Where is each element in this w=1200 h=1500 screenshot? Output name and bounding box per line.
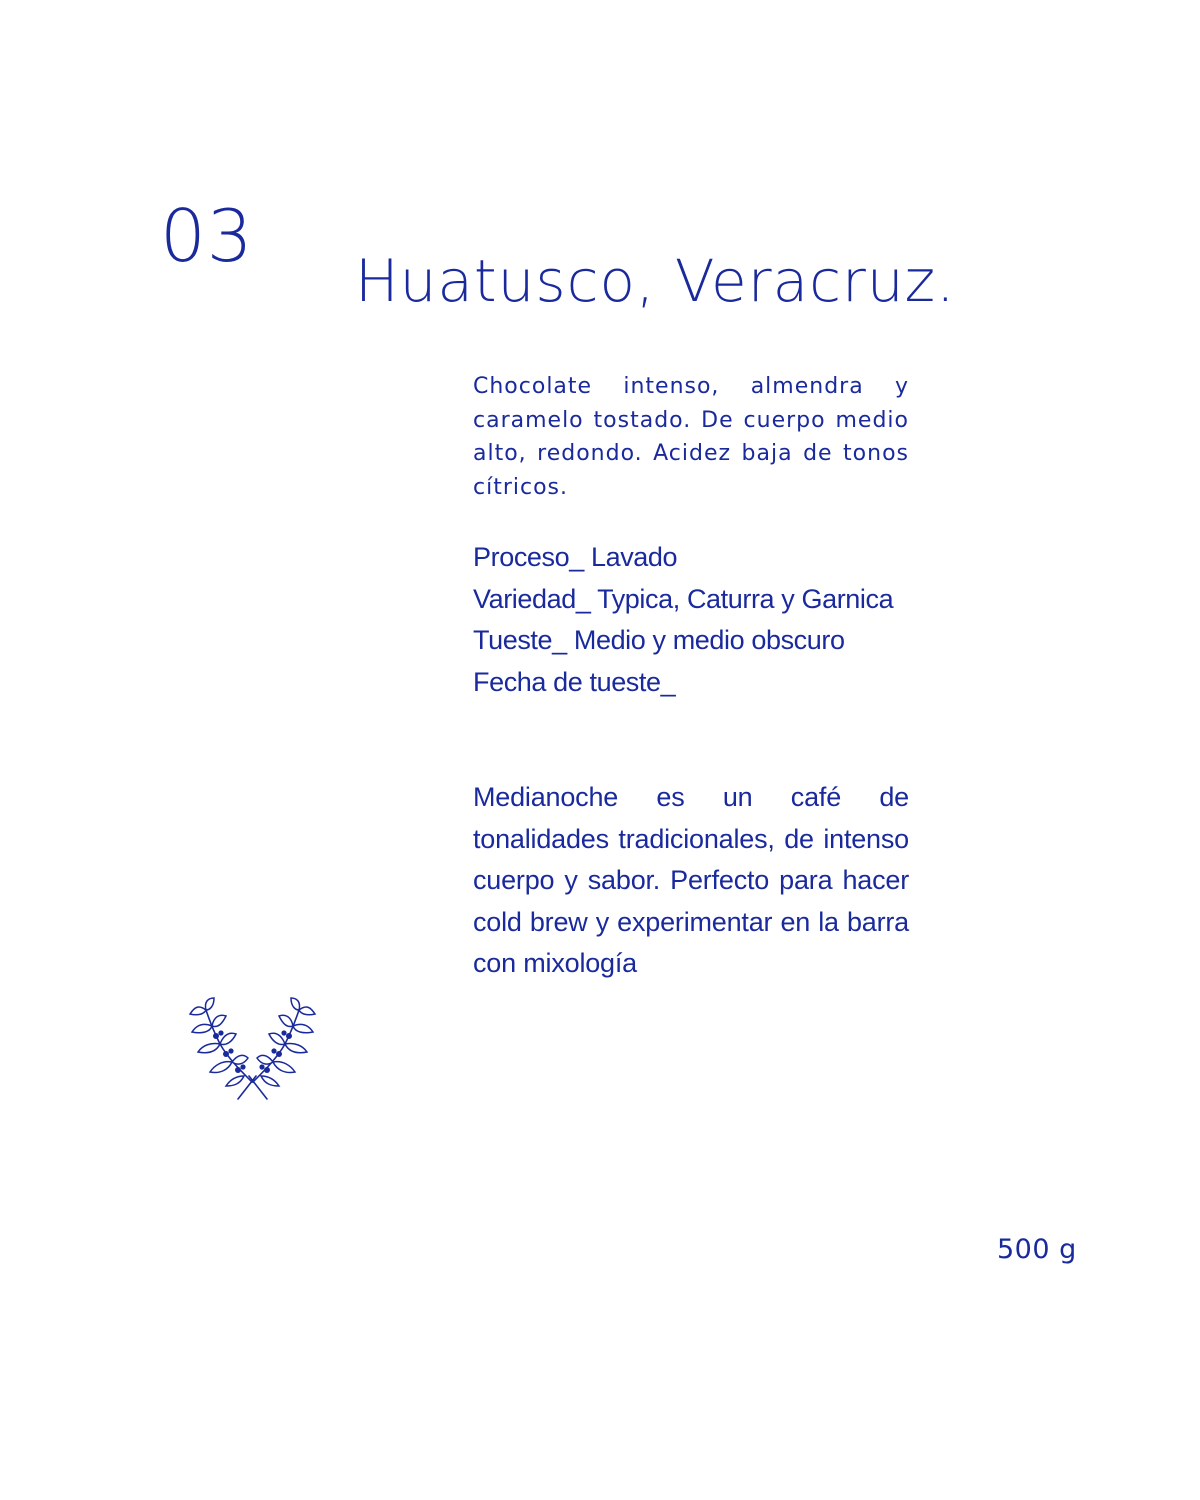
package-weight: 500 g xyxy=(997,1234,1077,1265)
spec-process: Proceso_ Lavado xyxy=(473,542,678,572)
spec-variety: Variedad_ Typica, Caturra y Garnica xyxy=(473,583,894,614)
coffee-description: Medianoche es un café de tonalidades tradicionales, de intenso cuerpo y sabor. Perfecto para hacer cold brew y experimentar en la barra con mixología xyxy=(473,782,909,979)
spec-roast-date: Fecha de tueste_ xyxy=(473,666,676,697)
spec-roast: Tueste_ Medio y medio obscuro xyxy=(473,625,845,655)
origin-number: 03 xyxy=(160,194,254,278)
coffee-branch-wreath-icon xyxy=(180,996,325,1106)
page-title: Huatusco, Veracruz. xyxy=(355,247,956,315)
specs-list xyxy=(473,537,933,703)
tasting-notes: Chocolate intenso, almendra y caramelo tostado. De cuerpo medio alto, redondo. Acidez baja de tonos cítricos. xyxy=(473,374,909,500)
